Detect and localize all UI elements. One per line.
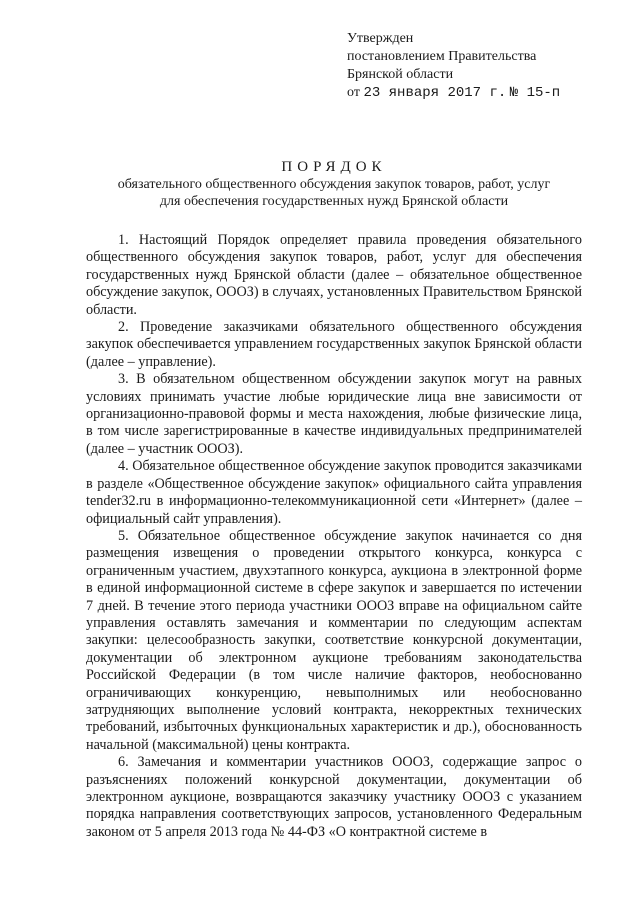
approval-date-prefix: от [347,85,360,100]
approval-line-region: Брянской области [347,67,454,82]
document-subtitle-line-2: для обеспечения государственных нужд Брянской области [159,194,509,209]
paragraph-3: 3. В обязательном общественном обсуждении закупок могут на равных условиях принимать участие любые юридические лица вне зависимости от организационно-правовой формы и места нахождения, любые физические лица, в том числе зарегистрированные в качестве индивидуальных предпринимателей (далее – участник ОООЗ). [86,371,582,457]
approval-stamp [347,30,560,102]
approval-line-approved: Утвержден [347,31,414,46]
approval-date: 23 января 2017 г. [363,85,507,101]
document-title: ПОРЯДОК [281,159,387,175]
paragraph-5: 5. Обязательное общественное обсуждение закупок начинается со дня размещения извещения о проведении открытого конкурса, конкурса с ограниченным участием, двухэтапного конкурса, аукциона в электронной форме в единой информационной системе в сфере закупок и завершается по истечении 7 дней. В течение этого периода участники ОООЗ вправе на официальном сайте управления оставлять замечания и комментарии по следующим аспектам закупки: целесообразность закупки, соответствие конкурсной документации, документации об электронном аукционе требованиям законодательства Российской Федерации (в том числе наличие факторов, необоснованно ограничивающих конкуренцию, невыполнимых или необоснованно затрудняющих выполнение условий контракта, некорректных технических требований, избыточных функциональных характеристик и др.), обоснованность начальной (максимальной) цены контракта. [86,527,582,753]
document-heading [86,158,582,210]
document-subtitle-line-1: обязательного общественного обсуждения закупок товаров, работ, услуг [117,177,551,192]
paragraph-1: 1. Настоящий Порядок определяет правила проведения обязательного общественного обсуждения закупок товаров, работ, услуг для обеспечения государственных нужд Брянской области (далее – обязательное общественное обсуждение закупок, ОООЗ) в случаях, установленных Правительством Брянской области. [86,232,582,318]
approval-line-resolution: постановлением Правительства [347,49,537,64]
document-body [86,232,582,841]
paragraph-6: 6. Замечания и комментарии участников ОООЗ, содержащие запрос о разъяснениях положений конкурсной документации, документации об электронном аукционе, возвращаются заказчику участнику ОООЗ с указанием порядка направления соответствующих запросов, установленного Федеральным законом от 5 апреля 2013 года № 44-ФЗ «О контрактной системе в [86,754,582,840]
approval-date-line [347,84,560,102]
paragraph-4: 4. Обязательное общественное обсуждение закупок проводится заказчиками в разделе «Общественное обсуждение закупок» официального сайта управления tender32.ru в информационно-телекоммуникационной сети «Интернет» (далее – официальный сайт управления). [86,458,582,527]
paragraph-2: 2. Проведение заказчиками обязательного общественного обсуждения закупок обеспечивается управлением государственных закупок Брянской области (далее – управление). [86,319,582,370]
approval-number: № 15-п [509,85,561,101]
